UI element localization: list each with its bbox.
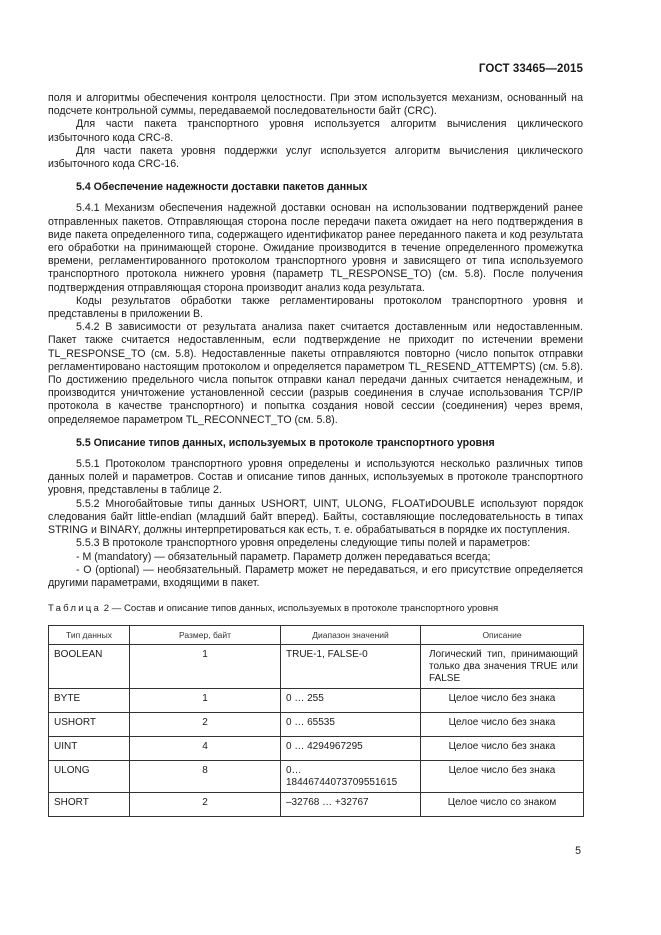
cell-size: 8 <box>130 761 281 793</box>
cell-description: Целое число без знака <box>421 737 584 761</box>
table-header-row <box>49 626 584 645</box>
section-heading-5-4: 5.4 Обеспечение надежности доставки пакетов данных <box>76 181 368 194</box>
paragraph: поля и алгоритмы обеспечения контроля целостности. При этом используется механизм, основанный на подсчете контрольной суммы, передаваемой последовательности байт (CRC). <box>48 92 583 118</box>
column-header-type: Тип данных <box>49 626 130 645</box>
cell-size: 4 <box>130 737 281 761</box>
column-header-description: Описание <box>421 626 584 645</box>
table-row <box>49 689 584 713</box>
document-body <box>48 92 583 817</box>
list-item: - O (optional) — необязательный. Параметр может не передаваться, и его присутствие определяется другими параметрами, входящими в пакет. <box>48 563 583 589</box>
paragraph: Для части пакета уровня поддержки услуг используется алгоритм вычисления циклического избыточного кода CRC-16. <box>48 144 583 171</box>
list-item: - M (mandatory) — обязательный параметр. Параметр должен передаваться всегда; <box>76 550 491 563</box>
cell-range: 0… 18446744073709551615 <box>281 761 421 793</box>
cell-type: USHORT <box>49 713 130 737</box>
cell-range: 0 … 255 <box>281 689 421 713</box>
cell-description: Целое число без знака <box>421 689 584 713</box>
cell-size: 1 <box>130 645 281 689</box>
cell-type: ULONG <box>49 761 130 793</box>
cell-description: Целое число без знака <box>421 761 584 793</box>
column-header-range: Диапазон значений <box>281 626 421 645</box>
cell-range: 0 … 65535 <box>281 713 421 737</box>
cell-description: Целое число без знака <box>421 713 584 737</box>
table-caption-prefix: Таблица <box>48 603 102 615</box>
cell-size: 1 <box>130 689 281 713</box>
paragraph-5-4-1: 5.4.1 Механизм обеспечения надежной доставки основан на использовании подтверждений ранее отправленных пакетов. Отправляющая сторона после передачи пакета ожидает на него подтверждения в виде пакета определенного типа, содержащего идентификатор ранее переданного пакета и код результата его обработки на принимающей стороне. Ожидание производится в течение определенного промежутка времени, регламентированного протоколом транспортного уровня и зависящего от типа используемого транспортного протокола нижнего уровня (параметр TL_RESPONSE_TO) (см. 5.8). После получения подтверждения отправляющая сторона производит анализ кода результата. <box>48 202 583 294</box>
table-row <box>49 793 584 817</box>
section-heading-5-5: 5.5 Описание типов данных, используемых в протоколе транспортного уровня <box>76 436 495 449</box>
table-row <box>49 645 584 689</box>
paragraph-5-5-3: 5.5.3 В протоколе транспортного уровня определены следующие типы полей и параметров: <box>76 537 531 550</box>
data-types-table <box>48 625 584 817</box>
table-row <box>49 761 584 793</box>
cell-type: BOOLEAN <box>49 645 130 689</box>
cell-description: Целое число со знаком <box>421 793 584 817</box>
cell-type: SHORT <box>49 793 130 817</box>
table-row <box>49 737 584 761</box>
table-row <box>49 713 584 737</box>
cell-range: 0 … 4294967295 <box>281 737 421 761</box>
paragraph-5-5-1: 5.5.1 Протоколом транспортного уровня определены и используются несколько различных типов данных полей и параметров. Состав и описание типов данных, используемых в протоколе транспортного уровня, представлены в таблице 2. <box>48 458 583 497</box>
cell-type: UINT <box>49 737 130 761</box>
page-number: 5 <box>575 845 581 857</box>
table-caption <box>48 602 583 615</box>
table-caption-text: 2 — Состав и описание типов данных, используемых в протоколе транспортного уровня <box>103 603 499 615</box>
cell-size: 2 <box>130 793 281 817</box>
paragraph: Для части пакета транспортного уровня используется алгоритм вычисления циклического избыточного кода CRC-8. <box>48 118 583 144</box>
column-header-size: Размер, байт <box>130 626 281 645</box>
cell-range: –32768 … +32767 <box>281 793 421 817</box>
cell-description: Логический тип, принимающий только два значения TRUE или FALSE <box>421 645 584 689</box>
paragraph-5-5-2: 5.5.2 Многобайтовые типы данных USHORT, UINT, ULONG, FLOATиDOUBLE используют порядок следования байт little-endian (младший байт вперед). Байты, составляющие последовательность в типах STRING и BINARY, должны интерпретироваться как есть, т. е. обрабатываться в порядке их поступления. <box>48 497 583 537</box>
paragraph-5-4-2: 5.4.2 В зависимости от результата анализа пакет считается доставленным или недоставленным. Пакет также считается недоставленным, если подтверждение не приходит по истечении времени TL_RESPONSE_TO (см. 5.8). Недоставленные пакеты отправляются повторно (число попыток отправки регламентировано настоящим протоколом и определяется параметром TL_RESEND_ATTEMPTS) (см. 5.8). По достижению предельного числа попыток отправки канал передачи данных считается ненадежным, и производится уничтожение установленной сессии (разрыв соединения в случае использования TCP/IP протокола в качестве транспортного) и попытка создания новой сессии (соединения) через время, определяемое параметром TL_RECONNECT_TO (см. 5.8). <box>48 321 583 426</box>
cell-type: BYTE <box>49 689 130 713</box>
cell-size: 2 <box>130 713 281 737</box>
document-code: ГОСТ 33465—2015 <box>478 63 583 75</box>
cell-range: TRUE-1, FALSE-0 <box>281 645 421 689</box>
paragraph: Коды результатов обработки также регламентированы протоколом транспортного уровня и представлены в приложении В. <box>48 294 583 321</box>
